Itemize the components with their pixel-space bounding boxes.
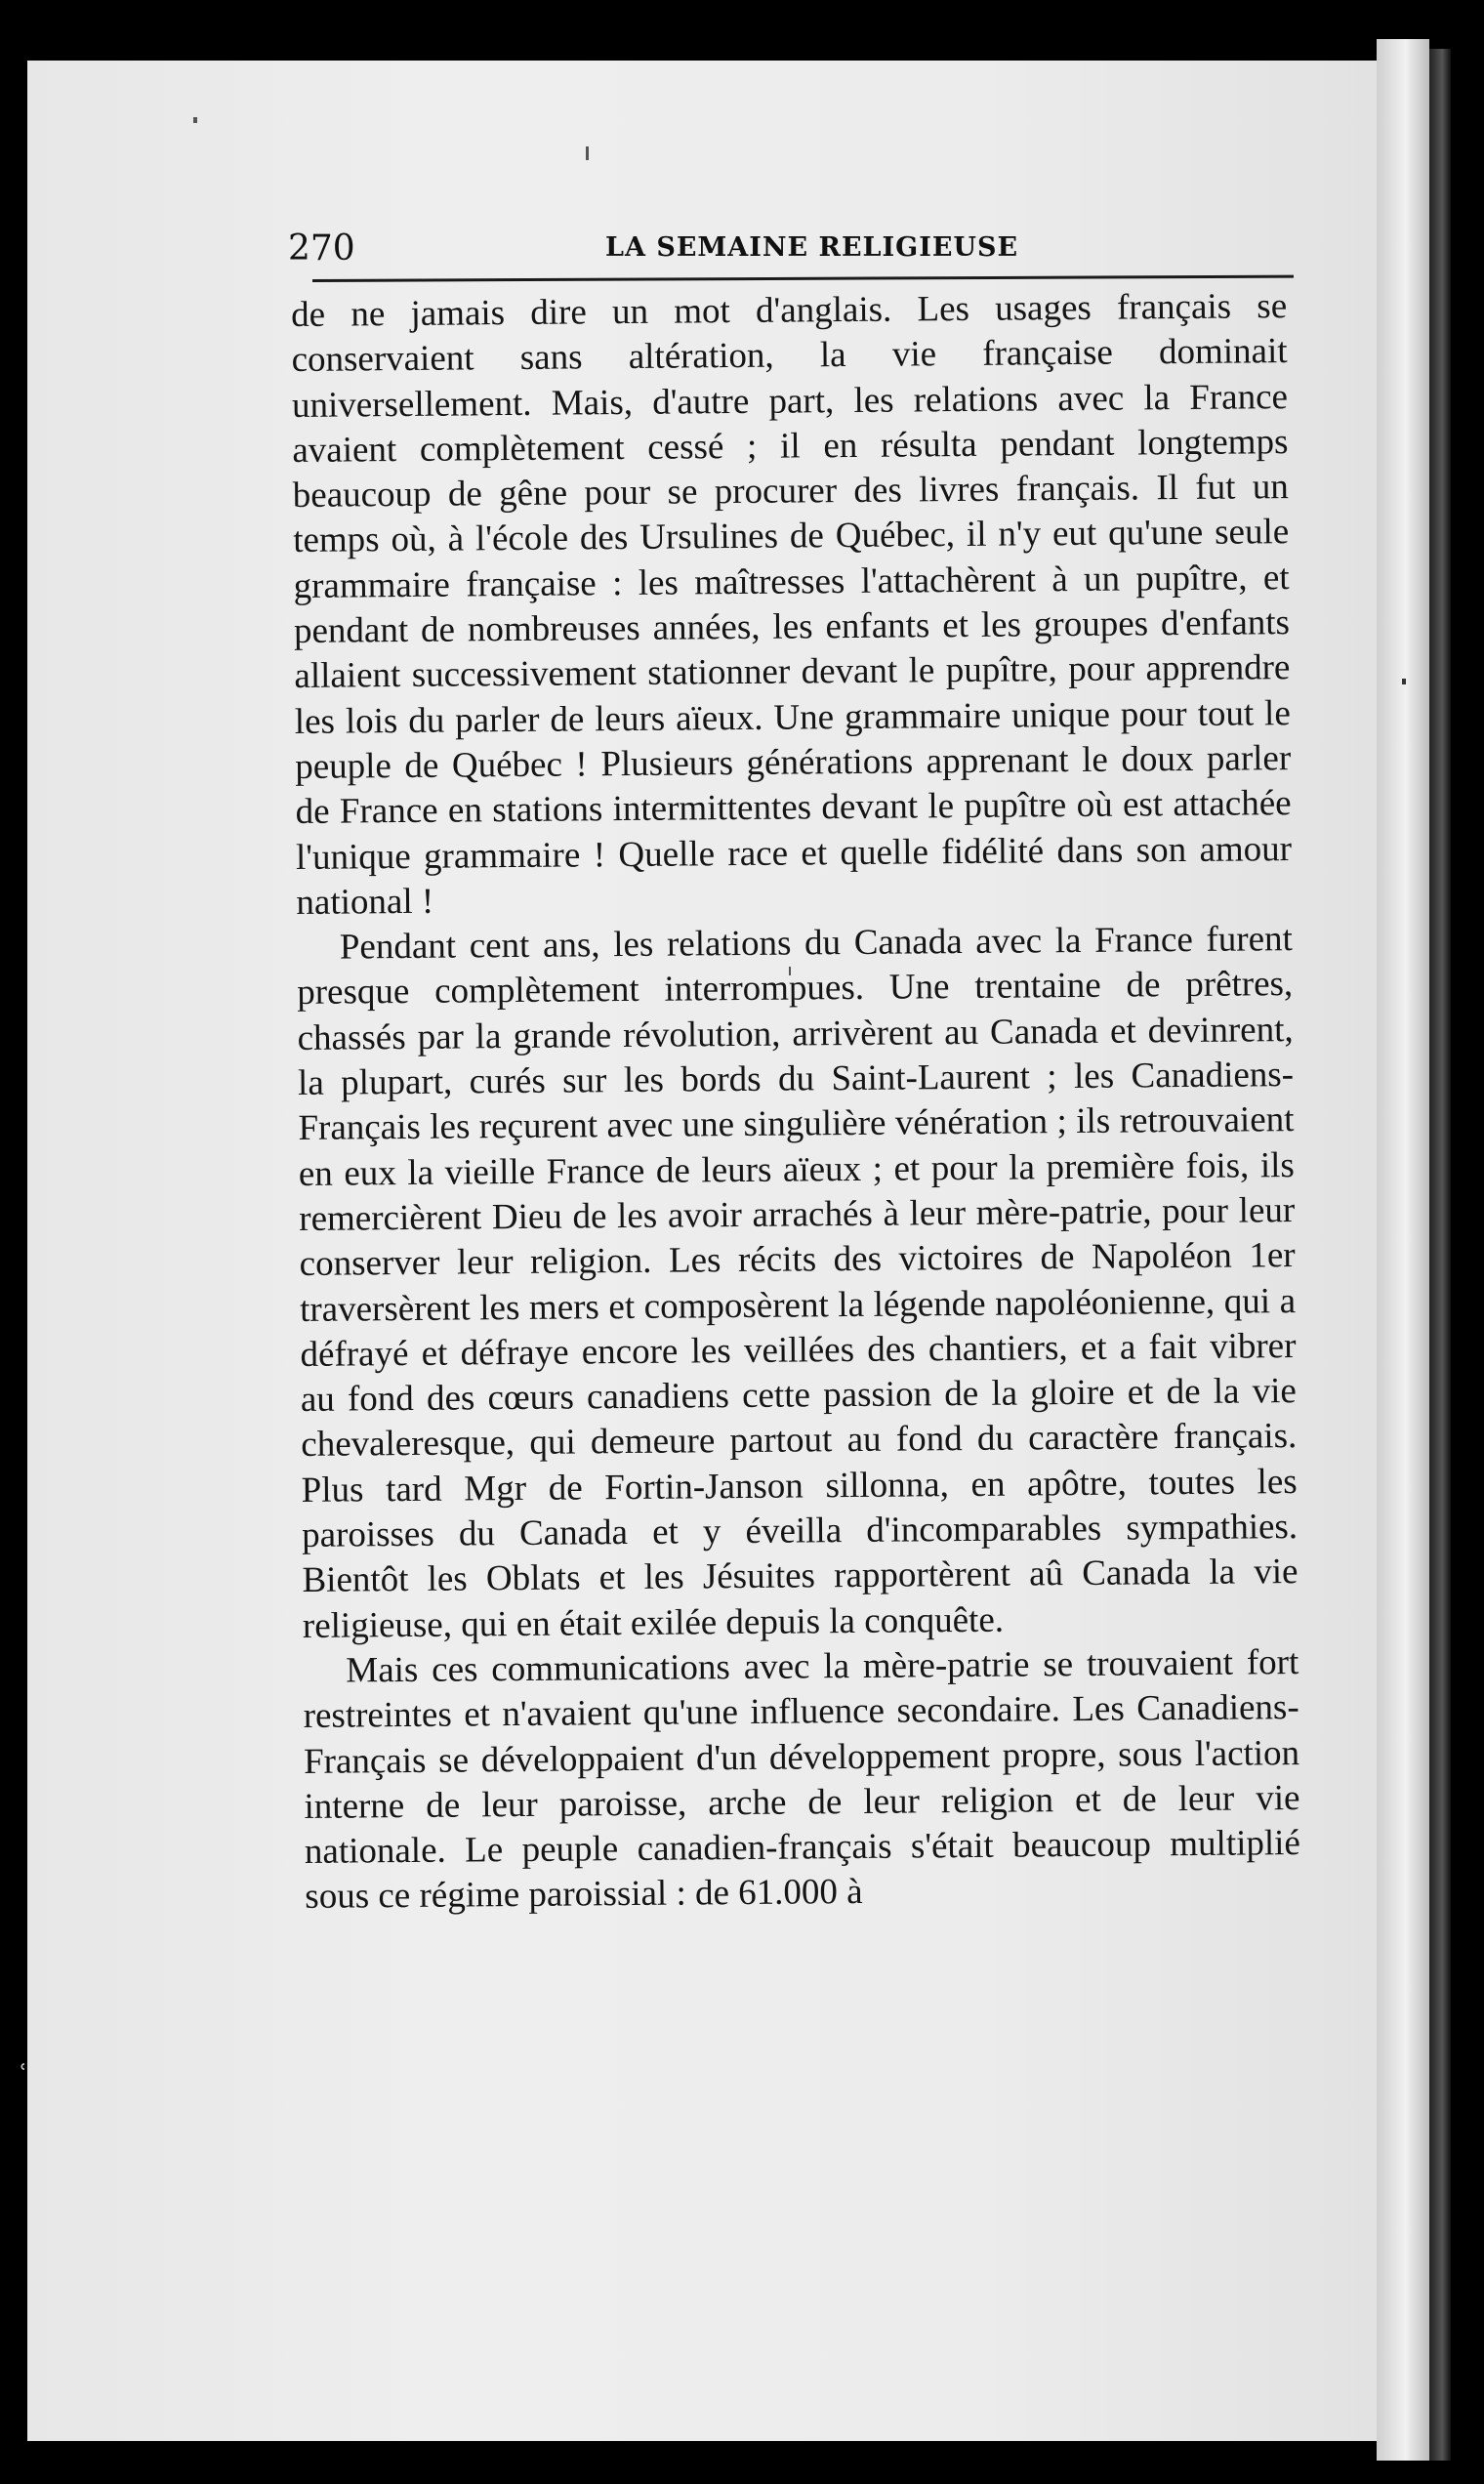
scan-speck (586, 146, 589, 160)
page-header (288, 225, 1298, 283)
margin-mark: ʿ (20, 2060, 27, 2090)
book-gutter (1377, 39, 1429, 2461)
scan-speck (1402, 679, 1406, 684)
facing-page-edge (1429, 49, 1451, 2461)
body-text (291, 284, 1301, 1921)
paragraph: Pendant cent ans, les relations du Canada avec la France furent presque complètement interrompues. Une trentaine de prêtres, chassés par la grande révolution, arrivèrent au Canada et devinrent, la plupart, curés sur les bords du Saint-Laurent ; les Canadiens-Français les reçurent avec une singulière vénération ; ils retrouvaient en eux la vieille France de leurs aïeux ; et pour la première fois, ils remercièrent Dieu de les avoir arrachés à leur mère-patrie, pour leur conserver leur religion. Les récits des victoires de Napoléon 1er traversèrent les mers et composèrent la légende napoléonienne, qui a défrayé et défraye encore les veillées des chantiers, et a fait vibrer au fond des cœurs canadiens cette passion de la gloire et de la vie chevaleresque, qui demeure partout au fond du caractère français. Plus tard Mgr de Fortin-Janson sillonna, en apôtre, toutes les paroisses du Canada et y éveilla d'incomparables sympathies. Bientôt les Oblats et les Jésuites rapportèrent aû Canada la vie religieuse, qui en était exilée depuis la conquête. (297, 919, 1298, 1646)
scan-speck (193, 117, 197, 123)
page-number: 270 (288, 228, 355, 269)
paragraph-continued: de ne jamais dire un mot d'anglais. Les usages français se conservaient sans altération, la vie française dominait universellement. Mais, d'autre part, les relations avec la France avaient complètement cessé ; il en résulta pendant longtemps beaucoup de gêne pour se procurer des livres français. Il fut un temps où, à l'école des Ursulines de Québec, il n'y eut qu'une seule grammaire française : les maîtresses l'attachèrent à un pupître, et pendant de nombreuses années, les enfants et les groupes d'enfants allaient successivement stationner devant le pupître, pour apprendre les lois du parler de leurs aïeux. Une grammaire unique pour tout le peuple de Québec ! Plusieurs générations apprenant le doux parler de France en stations intermittentes devant le pupître où est attachée l'unique grammaire ! Quelle race et quelle fidélité dans son amour national ! (291, 286, 1293, 923)
running-title: LA SEMAINE RELIGIEUSE (605, 232, 1019, 263)
paragraph: Mais ces communications avec la mère-patrie se trouvaient fort restreintes et n'avaient qu'une influence secondaire. Les Canadiens-Français se développaient d'un développement propre, sous l'action interne de leur paroisse, arche de leur religion et de leur vie nationale. Le peuple canadien-français s'était beaucoup multiplié sous ce régime paroissial : de 61.000 à (303, 1641, 1301, 1918)
